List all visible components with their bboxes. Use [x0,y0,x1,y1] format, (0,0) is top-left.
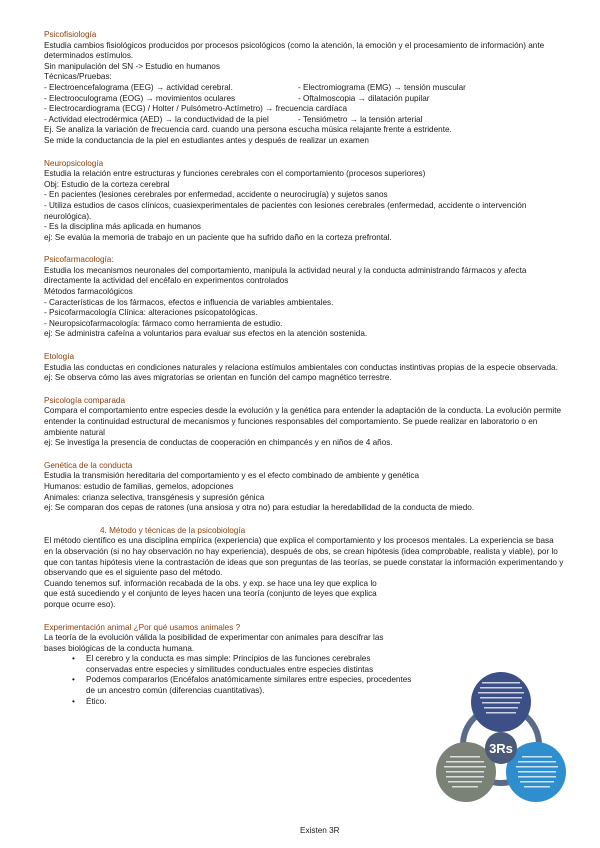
text-line: - En pacientes (lesiones cerebrales por enfermedad, accidente o neurocirugía) y sujetos sanos [44,190,388,200]
section-heading: Experimentación animal ¿Por qué usamos animales ? [44,622,241,632]
text-paragraph: El método científico es una disciplina empírica (experiencia) que explica el comportamiento y los procesos mentales. La experiencia se basa en la observación (si no hay observación no hay experiencia), después de obs, se crean hipótesis (idea comprobable, realista y viable), por lo que con tantas hipótesis viene la contrastación de ideas que son preguntas de las teorías, se puede constatar la información experimentando y observando que es el siguiente paso del método. [44,536,564,578]
list-item: • Ético. [74,697,414,708]
text-line: Estudia la relación entre estructuras y funciones cerebrales con el comportamiento (procesos superiores) [44,169,426,179]
technique-row [44,83,564,94]
text-line: Estudia las conductas en condiciones naturales y relaciona estímulos ambientales con conductas instintivas propias de la especie observada. [44,362,558,372]
document-page [44,30,564,719]
diagram-center-label: 3Rs [489,741,513,756]
technique-row [44,94,564,105]
bullet-list [44,654,414,707]
technique: - Oftalmoscopia → dilatación pupilar [298,93,430,103]
text-line: - Neuropsicofarmacología: fármaco como herramienta de estudio. [44,318,283,328]
text-line: - Utiliza estudios de casos clínicos, cuasiexperimentales de pacientes con lesiones cerebrales (enfermedad, accidente o intervención neurológica). [44,200,527,221]
technique: - Electrooculograma (EOG) → movimientos oculares [44,93,236,103]
example-line: Ej. Se analiza la variación de frecuencia card. cuando una persona escucha música relajante frente a estridente. [44,125,452,135]
text-line: - Es la disciplina más aplicada en humanos [44,222,202,232]
section-genetica [44,461,564,514]
technique-row [44,115,564,126]
example-line: ej: Se evalúa la memoria de trabajo en un paciente que ha sufrido daño en la corteza prefrontal. [44,232,392,242]
section-heading: Neuropsicología [44,158,104,168]
technique: - Electrocardiograma (ECG) / Holter / Pulsómetro-Actímetro) → frecuencia cardíaca [44,104,348,114]
text-line: - Psicofarmacología Clínica: alteraciones psicopatológicas. [44,308,258,318]
technique: - Actividad electrodérmica (AED) → la conductividad de la piel [44,114,269,124]
example-line: ej: Se comparan dos cepas de ratones (una ansiosa y otra no) para estudiar la heredabilidad de la conducta de miedo. [44,503,475,513]
section-metodo [44,526,564,611]
three-rs-diagram [436,670,566,820]
technique: - Electromiograma (EMG) → tensión muscular [298,82,466,92]
section-psicofarmacologia [44,255,564,340]
section-heading: 4. Método y técnicas de la psicobiología [100,525,246,535]
example-line: ej: Se administra cafeína a voluntarios para evaluar sus efectos en la atención sostenida. [44,329,368,339]
example-line: Se mide la conductancia de la piel en estudiantes antes y después de realizar un examen [44,135,369,145]
section-etologia [44,352,564,384]
section-heading: Psicofisiología [44,30,97,39]
section-heading: Psicología comparada [44,395,126,405]
list-item: • El cerebro y la conducta es mas simple: Principios de las funciones cerebrales conservadas entre especies y similitudes conductuales entre especies distintas [74,654,414,675]
text-line: Obj: Estudio de la corteza cerebral [44,179,170,189]
text-line: Humanos: estudio de familias, gemelos, adopciones [44,481,234,491]
text-line: Animales: crianza selectiva, transgénesis y supresión génica [44,492,265,502]
text-line: - Características de los fármacos, efectos e influencia de variables ambientales. [44,297,334,307]
section-heading: Genética de la conducta [44,460,133,470]
section-heading: Etología [44,352,75,362]
text-line: Compara el comportamiento entre especies desde la evolución y la genética para entender la adaptación de la conducta. La evolución permite entender la continuidad estructural de mecanismos y funciones responsables del comportamiento. Se puede realizar en laboratorio o en ambiente natural [44,406,562,437]
example-line: ej: Se investiga la presencia de conductas de cooperación en chimpancés y en niños de 4 años. [44,438,393,448]
section-psicofisiologia [44,30,564,147]
text-line: Estudia cambios fisiológicos producidos por procesos psicológicos (como la atención, la emoción y el procesamiento de información) ante determinados estímulos. [44,40,545,61]
section-neuropsicologia [44,159,564,244]
footer-note: Existen 3R [300,826,340,835]
example-line: ej: Se observa cómo las aves migratorias se orientan en función del campo magnético terrestre. [44,373,392,383]
text-line: Estudia la transmisión hereditaria del comportamiento y es el efecto combinado de ambiente y genética [44,471,420,481]
technique: - Electroencefalograma (EEG) → actividad cerebral. [44,82,233,92]
text-paragraph: La teoría de la evolución válida la posibilidad de experimentar con animales para descifrar las bases biológicas de la conducta humana. [44,633,384,653]
list-item: • Podemos compararlos (Encéfalos anatómicamente similares entre especies, procedentes de un ancestro común (diferencias cuantitativas). [74,675,414,696]
text-line: Técnicas/Pruebas: [44,72,112,82]
text-line: Estudia los mecanismos neuronales del comportamiento, manipula la actividad neural y la conducta administrando fármacos y afecta directamente la actividad del encéfalo en experimentos controlados [44,265,527,286]
technique: - Tensiómetro → la tensión arterial [298,114,423,124]
text-line: Sin manipulación del SN -> Estudio en humanos [44,61,220,71]
text-line: Métodos farmacológicos [44,287,133,297]
section-psicologia-comparada [44,396,564,449]
section-heading: Psicofarmacología: [44,255,114,265]
text-paragraph: Cuando tenemos suf. información recabada de la obs. y exp. se hace una ley que explica lo que está sucediendo y el conjunto de leyes hacen una teoría (conjunto de leyes que explica porque ocurre eso). [44,578,377,609]
